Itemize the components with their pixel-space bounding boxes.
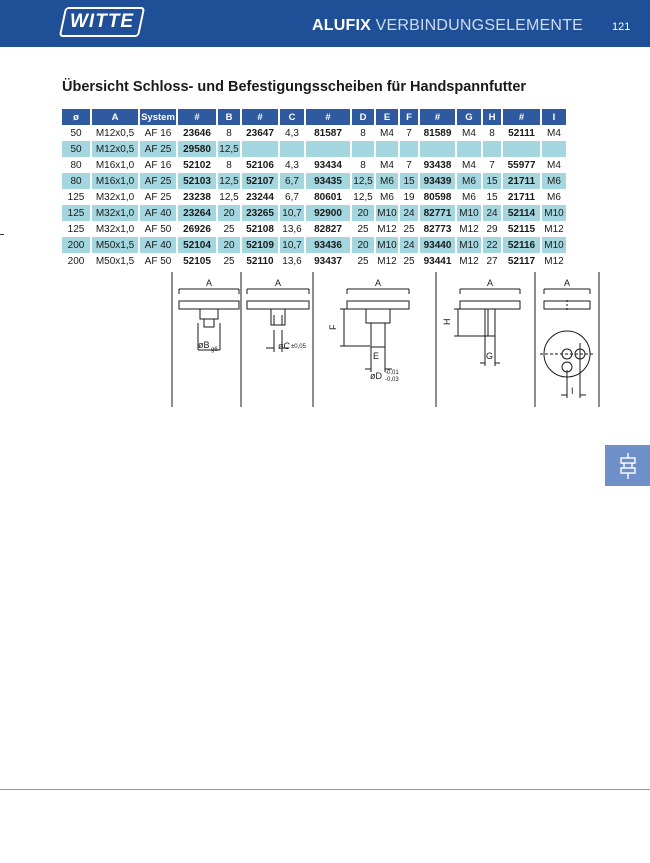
table-cell bbox=[242, 141, 278, 157]
table-cell: 25 bbox=[223, 255, 235, 267]
table-cell: 50 bbox=[70, 127, 82, 139]
table-cell: M32x1,0 bbox=[92, 205, 138, 221]
table-cell: M4 bbox=[547, 159, 561, 171]
footer-rule bbox=[0, 789, 650, 790]
table-cell: 7 bbox=[406, 127, 412, 139]
table-cell: 93437 bbox=[314, 255, 342, 267]
table-cell: M10 bbox=[457, 237, 481, 253]
table-cell: 6,7 bbox=[280, 173, 304, 189]
table-cell: 52105 bbox=[183, 255, 211, 267]
table-cell: 15 bbox=[400, 173, 418, 189]
table-cell: 29 bbox=[486, 223, 498, 235]
table-cell: 6,7 bbox=[285, 191, 299, 203]
column-header: # bbox=[242, 109, 278, 125]
table-cell: 25 bbox=[357, 255, 369, 267]
column-header: # bbox=[178, 109, 216, 125]
label-f: F bbox=[328, 324, 338, 330]
table-cell: 4,3 bbox=[285, 159, 299, 171]
table-cell: M4 bbox=[380, 159, 394, 171]
table-cell bbox=[503, 141, 540, 157]
table-cell: 29580 bbox=[178, 141, 216, 157]
table-cell: M16x1,0 bbox=[92, 173, 138, 189]
table-cell: M16x1,0 bbox=[95, 159, 135, 171]
table-cell: 93436 bbox=[306, 237, 350, 253]
label-d: øD bbox=[370, 371, 382, 381]
column-header: H bbox=[483, 109, 501, 125]
table-cell: AF 16 bbox=[144, 159, 172, 171]
label-e: E bbox=[373, 351, 380, 361]
column-header: # bbox=[503, 109, 540, 125]
table-cell: 21711 bbox=[503, 173, 540, 189]
page-header bbox=[0, 0, 650, 47]
table-cell: 20 bbox=[218, 237, 240, 253]
table-cell: 23244 bbox=[246, 191, 274, 203]
label-a-1: A bbox=[205, 278, 213, 288]
table-cell: 7 bbox=[489, 159, 495, 171]
table-cell: 52111 bbox=[508, 127, 535, 139]
header-title-light: VERBINDUNGSELEMENTE bbox=[375, 17, 584, 34]
table-cell: 82773 bbox=[423, 223, 452, 235]
label-a-5: A bbox=[563, 278, 571, 288]
table-cell bbox=[400, 141, 418, 157]
witte-logo: WITTE bbox=[59, 7, 145, 37]
column-header: ø bbox=[62, 109, 90, 125]
table-cell: AF 40 bbox=[140, 237, 176, 253]
drawing-c-disc bbox=[247, 278, 309, 352]
table-cell: 25 bbox=[223, 223, 235, 235]
table-row bbox=[62, 221, 566, 237]
table-cell: 23265 bbox=[242, 205, 278, 221]
table-cell: 92900 bbox=[306, 205, 350, 221]
table-cell: M50x1,5 bbox=[92, 237, 138, 253]
table-row bbox=[62, 237, 566, 253]
table-cell: M10 bbox=[542, 237, 566, 253]
drawing-def-disc bbox=[328, 278, 409, 383]
table-cell: 81587 bbox=[314, 127, 342, 139]
table-cell: 20 bbox=[352, 205, 374, 221]
table-cell bbox=[420, 141, 455, 157]
table-cell: 80 bbox=[70, 159, 82, 171]
table-cell: 8 bbox=[360, 127, 366, 139]
table-cell: M6 bbox=[547, 191, 561, 203]
table-cell: 52102 bbox=[183, 159, 211, 171]
table-cell: 55977 bbox=[507, 159, 536, 171]
label-c: øC bbox=[278, 341, 290, 351]
table-cell: 50 bbox=[62, 141, 90, 157]
table-cell: 26926 bbox=[183, 223, 211, 235]
label-a-3: A bbox=[374, 278, 382, 288]
column-header: System bbox=[140, 109, 176, 125]
chapter-tab[interactable] bbox=[605, 445, 650, 486]
label-a-4: A bbox=[486, 278, 494, 288]
table-cell: 19 bbox=[403, 191, 415, 203]
table-cell: 13,6 bbox=[282, 255, 302, 267]
table-cell bbox=[483, 141, 501, 157]
table-cell: M4 bbox=[547, 127, 561, 139]
page-number: 121 bbox=[612, 21, 631, 33]
table-cell: 27 bbox=[486, 255, 498, 267]
table-cell bbox=[352, 141, 374, 157]
table-cell: 23238 bbox=[183, 191, 211, 203]
drawing-i-disc bbox=[540, 278, 594, 398]
table-cell: 12,5 bbox=[219, 191, 239, 203]
table-cell: M12x0,5 bbox=[92, 141, 138, 157]
table-row bbox=[62, 125, 566, 141]
table-body bbox=[62, 125, 566, 269]
table-cell: 52108 bbox=[246, 223, 274, 235]
table-cell: 52107 bbox=[242, 173, 278, 189]
table-cell: 25 bbox=[403, 223, 415, 235]
drawing-gh-disc bbox=[442, 278, 520, 366]
label-b-tol: g6 bbox=[211, 347, 218, 353]
label-d-tol-top: -0,01 bbox=[385, 370, 399, 376]
table-row bbox=[62, 141, 566, 157]
table-cell: AF 25 bbox=[140, 141, 176, 157]
clamp-icon bbox=[618, 452, 638, 480]
table-cell: M12 bbox=[459, 223, 479, 235]
table-cell: AF 40 bbox=[140, 205, 176, 221]
table-cell: 52115 bbox=[507, 223, 536, 235]
table-cell: M12 bbox=[459, 255, 479, 267]
table-cell: M32x1,0 bbox=[95, 223, 135, 235]
table-cell: 25 bbox=[357, 223, 369, 235]
table-cell: 24 bbox=[483, 205, 501, 221]
column-header: I bbox=[542, 109, 566, 125]
table-cell: 93441 bbox=[423, 255, 452, 267]
table-cell: M4 bbox=[380, 127, 394, 139]
table-cell: M50x1,5 bbox=[95, 255, 135, 267]
table-cell: 22 bbox=[483, 237, 501, 253]
column-header: D bbox=[352, 109, 374, 125]
table-cell: AF 50 bbox=[144, 223, 172, 235]
table-cell: M12x0,5 bbox=[95, 127, 135, 139]
table-cell: 12,5 bbox=[353, 191, 373, 203]
column-header: B bbox=[218, 109, 240, 125]
table-cell: M6 bbox=[380, 191, 394, 203]
table-cell: 125 bbox=[62, 205, 90, 221]
table-cell: 52110 bbox=[246, 255, 274, 267]
table-cell: 80 bbox=[62, 173, 90, 189]
table-cell bbox=[457, 141, 481, 157]
table-cell: 52116 bbox=[503, 237, 540, 253]
table-cell: 12,5 bbox=[352, 173, 374, 189]
table-cell: M4 bbox=[462, 159, 476, 171]
table-cell: 52117 bbox=[507, 255, 536, 267]
table-cell: 20 bbox=[218, 205, 240, 221]
table-row bbox=[62, 253, 566, 269]
product-table bbox=[60, 109, 568, 269]
table-cell: 23646 bbox=[183, 127, 211, 139]
table-cell: AF 50 bbox=[144, 255, 172, 267]
table-row bbox=[62, 173, 566, 189]
table-cell: AF 25 bbox=[140, 173, 176, 189]
column-header: # bbox=[420, 109, 455, 125]
table-cell bbox=[280, 141, 304, 157]
table-cell: M10 bbox=[542, 205, 566, 221]
table-cell: 93434 bbox=[314, 159, 342, 171]
table-cell: 52114 bbox=[503, 205, 540, 221]
table-cell: AF 16 bbox=[144, 127, 172, 139]
table-row bbox=[62, 157, 566, 173]
table-cell: M12 bbox=[377, 223, 397, 235]
table-cell: 80598 bbox=[423, 191, 452, 203]
table-cell: 24 bbox=[400, 205, 418, 221]
table-cell: 82771 bbox=[420, 205, 455, 221]
table-cell: 15 bbox=[486, 191, 498, 203]
table-cell: 8 bbox=[226, 127, 232, 139]
table-cell: 23647 bbox=[246, 127, 274, 139]
table-cell: 15 bbox=[483, 173, 501, 189]
table-cell: 82827 bbox=[314, 223, 342, 235]
table-cell: 93438 bbox=[423, 159, 452, 171]
table-cell: 125 bbox=[67, 223, 85, 235]
table-cell: M10 bbox=[376, 237, 398, 253]
table-row bbox=[62, 205, 566, 221]
label-g: G bbox=[486, 351, 494, 361]
label-d-tol-bottom: -0,03 bbox=[385, 377, 399, 383]
margin-mark bbox=[0, 234, 4, 235]
table-cell: 80601 bbox=[314, 191, 342, 203]
table-cell: 81589 bbox=[423, 127, 452, 139]
table-cell: 24 bbox=[400, 237, 418, 253]
table-cell: 21711 bbox=[507, 191, 536, 203]
table-cell: 23264 bbox=[178, 205, 216, 221]
label-h: H bbox=[442, 318, 452, 325]
table-cell: 93440 bbox=[420, 237, 455, 253]
table-cell: M12 bbox=[544, 255, 564, 267]
table-cell: 8 bbox=[226, 159, 232, 171]
column-header: E bbox=[376, 109, 398, 125]
label-b: øB bbox=[198, 340, 210, 350]
table-cell: 125 bbox=[67, 191, 85, 203]
table-cell: 20 bbox=[352, 237, 374, 253]
table-cell: 10,7 bbox=[280, 205, 304, 221]
table-cell: M12 bbox=[377, 255, 397, 267]
table-cell: 25 bbox=[403, 255, 415, 267]
table-cell: AF 25 bbox=[144, 191, 172, 203]
table-cell bbox=[306, 141, 350, 157]
table-cell: M4 bbox=[462, 127, 476, 139]
label-i: I bbox=[571, 386, 574, 396]
table-header-row bbox=[62, 109, 566, 125]
table-cell: M6 bbox=[457, 173, 481, 189]
table-cell: 8 bbox=[360, 159, 366, 171]
table-cell: M6 bbox=[462, 191, 476, 203]
table-cell: 12,5 bbox=[218, 173, 240, 189]
column-header: A bbox=[92, 109, 138, 125]
table-cell: 52106 bbox=[246, 159, 274, 171]
table-cell: 52104 bbox=[178, 237, 216, 253]
column-header: # bbox=[306, 109, 350, 125]
table-cell: 13,6 bbox=[282, 223, 302, 235]
table-cell: 7 bbox=[406, 159, 412, 171]
table-cell: M10 bbox=[457, 205, 481, 221]
column-header: C bbox=[280, 109, 304, 125]
table-cell: M10 bbox=[376, 205, 398, 221]
table-cell: 52109 bbox=[242, 237, 278, 253]
table-cell: M12 bbox=[544, 223, 564, 235]
header-title-bold: ALUFIX bbox=[312, 17, 371, 34]
table-cell: 10,7 bbox=[280, 237, 304, 253]
column-header: G bbox=[457, 109, 481, 125]
table-cell: 200 bbox=[62, 237, 90, 253]
table-cell: M6 bbox=[542, 173, 566, 189]
page-title: Übersicht Schloss- und Befestigungsscheiben für Handspannfutter bbox=[62, 79, 527, 95]
header-title bbox=[312, 17, 583, 35]
table-cell: M6 bbox=[376, 173, 398, 189]
label-a-2: A bbox=[274, 278, 282, 288]
table-cell bbox=[542, 141, 566, 157]
technical-drawings bbox=[170, 270, 610, 410]
table-cell: 8 bbox=[489, 127, 495, 139]
label-c-tol: ±0,05 bbox=[291, 344, 306, 350]
drawing-b-disc bbox=[179, 278, 239, 353]
table-cell: M32x1,0 bbox=[95, 191, 135, 203]
table-cell: 4,3 bbox=[285, 127, 299, 139]
table-row bbox=[62, 189, 566, 205]
table-cell: 93435 bbox=[306, 173, 350, 189]
table-cell: 52103 bbox=[178, 173, 216, 189]
table-cell: 12,5 bbox=[218, 141, 240, 157]
column-header: F bbox=[400, 109, 418, 125]
table-cell: 93439 bbox=[420, 173, 455, 189]
table-cell bbox=[376, 141, 398, 157]
table-cell: 200 bbox=[67, 255, 85, 267]
